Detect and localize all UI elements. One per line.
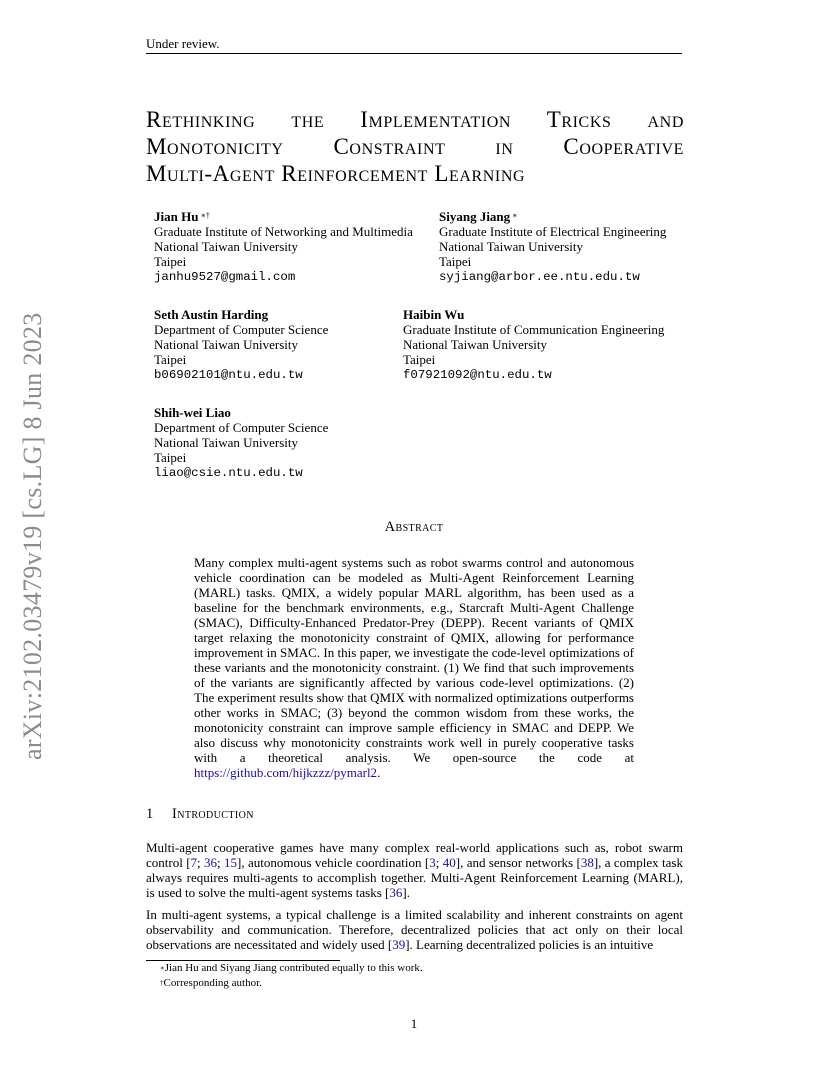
author-city: Taipei [154, 254, 187, 269]
author-name: Seth Austin Harding [154, 307, 269, 322]
author-affiliation: Department of Computer Science [154, 322, 329, 337]
page-number: 1 [410, 1016, 418, 1031]
citation-link[interactable]: 7 [190, 855, 198, 870]
author-university: National Taiwan University [439, 239, 583, 254]
author-city: Taipei [154, 450, 187, 465]
citation-link[interactable]: 36 [389, 885, 403, 900]
author-affiliation: Graduate Institute of Electrical Engineering [439, 224, 667, 239]
author-block-4 [403, 307, 664, 383]
author-email: syjiang@arbor.ee.ntu.edu.tw [439, 270, 640, 284]
author-university: National Taiwan University [154, 337, 298, 352]
citation-link[interactable]: 38 [580, 855, 594, 870]
author-email: b06902101@ntu.edu.tw [154, 368, 303, 382]
citation-link[interactable]: 40 [442, 855, 456, 870]
author-city: Taipei [154, 352, 187, 367]
title-line-3: Multi-Agent Reinforcement Learning [146, 161, 526, 186]
intro-paragraph-2: In multi-agent systems, a typical challenge is a limited scalability and inherent constraints on agent observability and communication. Therefore, decentralized policies that act only on their local observations are necessitated and widely used [39]. Learning decentralized policies is an intuitive [146, 907, 683, 952]
citation-link[interactable]: 3 [429, 855, 436, 870]
author-name: Shih-wei Liao [154, 405, 231, 420]
author-name: Haibin Wu [403, 307, 465, 322]
abstract-heading: Abstract [384, 519, 444, 535]
author-mark: ∗† [200, 211, 210, 220]
author-name: Jian Hu ∗† [154, 209, 210, 224]
author-block-2 [439, 209, 666, 285]
author-block-3 [154, 307, 328, 383]
author-affiliation: Department of Computer Science [154, 420, 329, 435]
section-number: 1 [146, 806, 154, 822]
author-block-1 [154, 209, 413, 285]
footnote-rule [146, 960, 340, 961]
paper-title [146, 106, 684, 187]
author-block-5 [154, 405, 328, 481]
author-city: Taipei [403, 352, 436, 367]
citation-link[interactable]: 15 [224, 855, 238, 870]
arxiv-stamp: arXiv:2102.03479v19 [cs.LG] 8 Jun 2023 [18, 312, 47, 760]
footnote-mark: † [160, 979, 164, 987]
author-affiliation: Graduate Institute of Communication Engineering [403, 322, 665, 337]
author-university: National Taiwan University [154, 435, 298, 450]
intro-paragraph-1: Multi-agent cooperative games have many complex real-world applications such as, robot swarm control [7; 36; 15], autonomous vehicle coordination [3; 40], and sensor networks [38], a complex task always requires multi-agents to accomplish together. Multi-Agent Reinforcement Learning (MARL), is used to solve the multi-agent systems tasks [36]. [146, 840, 683, 900]
author-email: janhu9527@gmail.com [154, 270, 296, 284]
author-affiliation: Graduate Institute of Networking and Multimedia [154, 224, 413, 239]
author-name: Siyang Jiang ∗ [439, 209, 518, 224]
author-mark: ∗ [512, 211, 518, 220]
footnote-1: ∗Jian Hu and Siyang Jiang contributed equally to this work. [160, 962, 423, 974]
footnote-2: †Corresponding author. [160, 977, 262, 989]
github-link[interactable]: https://github.com/hijkzzz/pymarl2 [194, 765, 378, 780]
running-header: Under review. [146, 36, 220, 51]
author-city: Taipei [439, 254, 472, 269]
title-line-1: Rethinking the Implementation Tricks and [146, 107, 684, 132]
section-title: Introduction [172, 806, 254, 822]
title-line-2: Monotonicity Constraint in Cooperative [146, 134, 684, 159]
abstract-text: Many complex multi-agent systems such as robot swarms control and autonomous vehicle coordination can be modeled as Multi-Agent Reinforcement Learning (MARL) tasks. QMIX, a widely popular MARL algorithm, has been used as a baseline for the benchmark environments, e.g., Starcraft Multi-Agent Challenge (SMAC), Difficulty-Enhanced Predator-Prey (DEPP). Recent variants of QMIX target relaxing the monotonicity constraint of QMIX, allowing for performance improvement in SMAC. In this paper, we investigate the code-level optimizations of these variants and the monotonicity constraint. (1) We find that such improvements of the variants are significantly affected by various code-level optimizations. (2) The experiment results show that QMIX with normalized optimizations outperforms other works in SMAC; (3) beyond the common wisdom from these works, the monotonicity constraint can improve sample efficiency in SMAC and DEPP. We also discuss why monotonicity constraints work well in purely cooperative tasks with a theoretical analysis. We open-source the code at https://github.com/hijkzzz/pymarl2. [194, 555, 634, 780]
author-email: f07921092@ntu.edu.tw [403, 368, 552, 382]
citation-link[interactable]: 36 [204, 855, 218, 870]
citation-link[interactable]: 39 [392, 937, 406, 952]
author-email: liao@csie.ntu.edu.tw [154, 466, 303, 480]
author-university: National Taiwan University [403, 337, 547, 352]
footnote-mark: ∗ [160, 964, 165, 972]
section-heading [146, 806, 254, 823]
header-rule [146, 53, 682, 54]
author-university: National Taiwan University [154, 239, 298, 254]
